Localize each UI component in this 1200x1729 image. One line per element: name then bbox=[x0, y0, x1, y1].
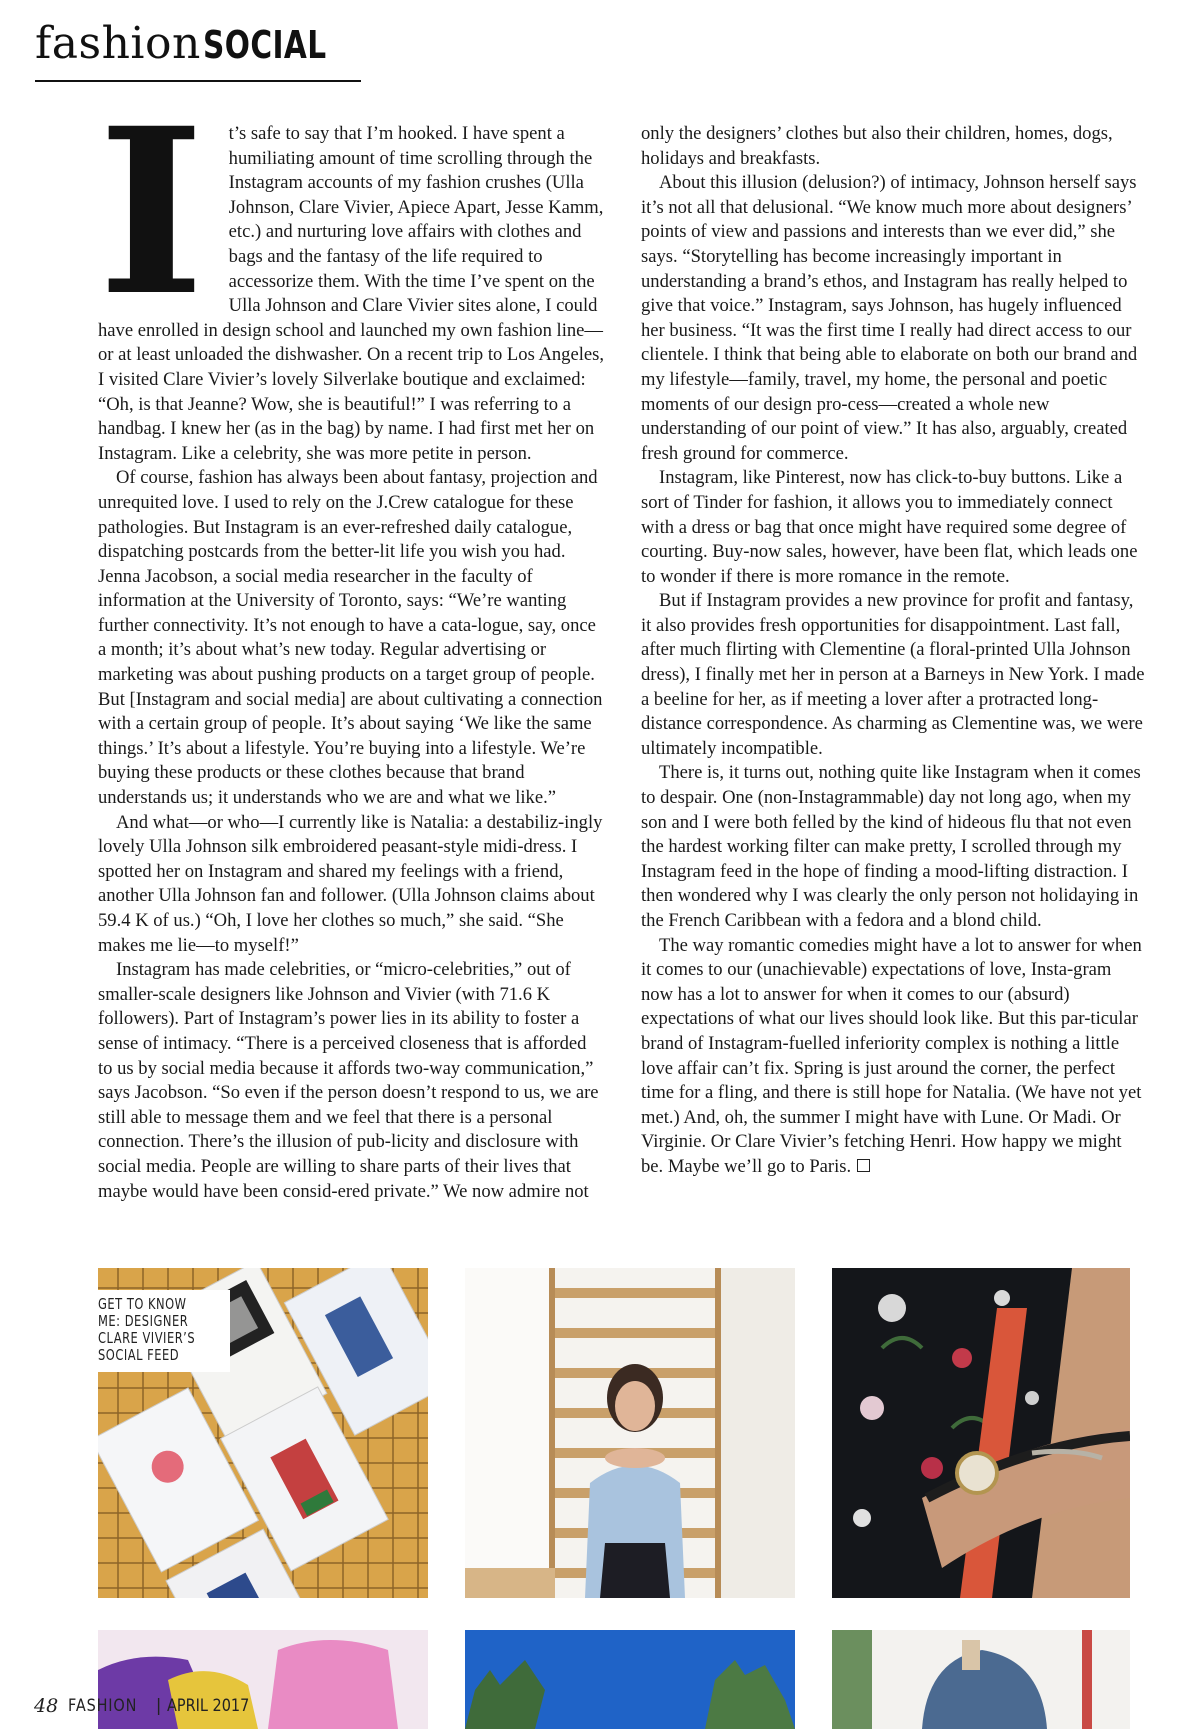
article-paragraph-5: About this illusion (delusion?) of intimacy, Johnson herself says it’s not all that delusional. “We know much more about designers’ points of view and passions and interests than we ever did,” she says. “Storytelling has become increasingly important in understanding a brand’s ethos, and Instagram has really helped to give that voice.” Instagram, says Johnson, has hugely influenced her business. “It was the first time I really had direct access to our clientele. I think that being able to elaborate on both our brand and my lifestyle—family, travel, my home, the personal and poetic moments of our design pro-cess—created a whole new understanding of our point of view.” It has also, arguably, created fresh ground for commerce. bbox=[641, 172, 1138, 464]
cactus-image bbox=[465, 1630, 795, 1729]
drop-cap: I bbox=[98, 78, 205, 346]
article-paragraph-3: And what—or who—I currently like is Natalia: a destabiliz-ingly lovely Ulla Johnson silk embroidered peasant-style midi-dress. I spotted her on Instagram and shared my feelings with a friend, another Ulla Johnson fan and follower. (Ulla Johnson claims about 59.4 K of us.) “Oh, I love her clothes so much,” she said. “She makes me lie—to myself!” bbox=[98, 811, 603, 956]
photo-cactus bbox=[465, 1630, 795, 1729]
photo-person-phone bbox=[832, 1630, 1130, 1729]
issue-date: APRIL 2017 bbox=[167, 1696, 250, 1716]
page-footer bbox=[34, 1695, 264, 1717]
article-paragraph-7: But if Instagram provides a new province for profit and fantasy, it also provides fresh opportunities for disappointment. Last fall, after much flirting with Clementine (a floral-printed Ulla Johnson dress), I finally met her in person at a Barneys in New York. I made a beeline for her, as if meeting a lover after a protracted long-distance correspondence. As charming as Clementine was, we were ultimately incompatible. bbox=[641, 590, 1145, 759]
photo-watch-bag bbox=[832, 1268, 1130, 1598]
magazine-name: FASHION bbox=[68, 1696, 138, 1716]
article-paragraph-1: I t’s safe to say that I’m hooked. I have spent a humiliating amount of time scrolling through the Instagram accounts of my fashion crushes (Ulla Johnson, Clare Vivier, Apiece Apart, Jesse Kamm, etc.) and nurturing love affairs with clothes and bags and the fantasy of the life required to accessorize them. With the time I’ve spent on the Ulla Johnson and Clare Vivier sites alone, I could have enrolled in design school and launched my own fashion line—or at least unloaded the dishwasher. On a recent trip to Los Angeles, I visited Clare Vivier’s lovely Silverlake boutique and exclaimed: “Oh, is that Jeanne? Wow, she is beautiful!” I was referring to a handbag. I knew her (as in the bag) by name. I had first met her on Instagram. Like a celebrity, she was more petite in person. bbox=[98, 78, 605, 464]
page-number: 48 bbox=[34, 1695, 59, 1717]
watch-bag-image bbox=[832, 1268, 1130, 1598]
section-title-sans: SOCIAL bbox=[202, 23, 327, 67]
photo-postcards bbox=[98, 1268, 428, 1598]
article-paragraph-6: Instagram, like Pinterest, now has click-to-buy buttons. Like a sort of Tinder for fashion, it allows you to immediately connect with a dress or bag that once might have required some degree of courting. Buy-now sales, however, have been flat, which leads one to wonder if there is more romance in the remote. bbox=[641, 467, 1138, 587]
article-paragraph-8: There is, it turns out, nothing quite like Instagram when it comes to despair. One (non-Instagrammable) day not long ago, when my son and I were both felled by the kind of hideous flu that not even the hardest working filter can make pretty, I scrolled through my Instagram feed in the hope of finding a mood-lifting distraction. I then wondered why I was clearly the only person not holidaying in the French Caribbean with a fedora and a blond child. bbox=[641, 762, 1141, 931]
person-phone-image bbox=[832, 1630, 1130, 1729]
section-title-serif: fashion bbox=[35, 18, 201, 69]
photo-caption: GET TO KNOW ME: DESIGNER CLARE VIVIER’S SOCIAL FEED bbox=[98, 1290, 230, 1372]
photo-designer-portrait bbox=[465, 1268, 795, 1598]
footer-separator: | bbox=[155, 1696, 162, 1716]
section-header bbox=[35, 18, 361, 82]
article-body bbox=[98, 78, 1148, 1237]
end-mark bbox=[857, 1159, 870, 1172]
article-paragraph-4: Instagram has made celebrities, or “micro-celebrities,” out of smaller-scale designers like Johnson and Vivier (with 71.6 K followers). Part of Instagram’s power lies in its ability to foster a sense of intimacy. “There is a perceived closeness that is afforded to us by social media because it affords two-way communication,” says Jacobson. “So even if the person doesn’t respond to us, we are still able to message them and we feel that there is a personal connection. There’s the illusion of pub-licity and disclosure with social media. People are willing to share parts of their lives that maybe would have been consid-ered private.” We now admire not only the designers’ clothes but also their children, homes, dogs, holidays and breakfasts. bbox=[98, 123, 1113, 1202]
designer-portrait-image bbox=[465, 1268, 795, 1598]
article-paragraph-2: Of course, fashion has always been about fantasy, projection and unrequited love. I used to rely on the J.Crew catalogue for these pathologies. But Instagram is an ever-refreshed daily catalogue, dispatching postcards from the better-lit life you wish you had. Jenna Jacobson, a social media researcher in the faculty of information at the University of Toronto, says: “We’re wanting further connectivity. It’s not enough to have a cata-logue, say, once a month; it’s about what’s new today. Regular advertising or marketing was about pushing products on a target group of people. But [Instagram and social media] are about cultivating a connection with a certain group of people. It’s about saying ‘We like the same things.’ It’s about a lifestyle. You’re buying into a lifestyle. We’re buying these products or these clothes because that brand understands us; it understands who we are and what we like.” bbox=[98, 467, 603, 809]
article-paragraph-9: The way romantic comedies might have a lot to answer for when it comes to our (unachievable) expectations of love, Insta-gram now has a lot to answer for when it comes to our (absurd) expectations of what our lives should look like. But this par-ticular brand of Instagram-fuelled inferiority complex is nothing a little love affair can’t fix. Spring is just around the corner, the perfect time for a fling, and there is still hope for Natalia. (We have not yet met.) And, oh, the summer I might have with Lune. Or Madi. Or Virginie. Or Clare Vivier’s fetching Henri. How happy we might be. Maybe we’ll go to Paris. bbox=[641, 934, 1142, 1177]
